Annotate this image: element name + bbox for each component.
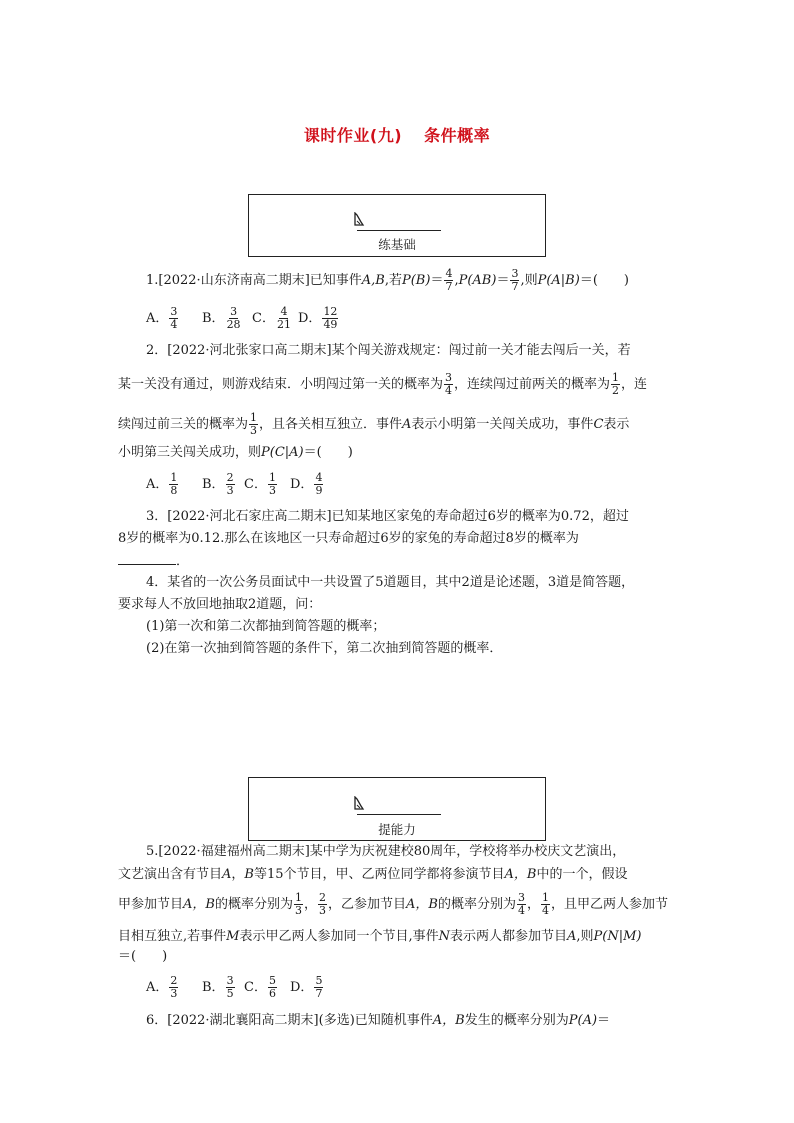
- q3-line-2: 8岁的概率为0.12.那么在该地区一只寿命超过6岁的家兔的寿命超过8岁的概率为: [118, 531, 579, 546]
- q5-frac-4-num: 1: [542, 891, 549, 904]
- q2-frac-2-num: 1: [612, 371, 620, 384]
- q4-line-3: (1)第一次和第二次都抽到简答题的概率；: [146, 619, 386, 634]
- q5-l4-a: 目相互独立,若事件: [118, 929, 227, 944]
- q1-vars: A,B: [361, 273, 385, 288]
- q5-frac-3-num: 3: [517, 891, 525, 904]
- q5-line-1: 5.[2022·福建福州高二期末]某中学为庆祝建校80周年，学校将举办校庆文艺演出，: [146, 844, 626, 859]
- q1-option-b-label: B．: [202, 311, 225, 326]
- section-label: 练基础: [378, 237, 416, 252]
- question-1-options: [146, 306, 339, 331]
- q1-option-a-den: 4: [170, 318, 178, 331]
- q2-option-b[interactable]: [202, 472, 244, 497]
- q5-option-d-frac: [314, 975, 323, 1000]
- q1-option-c[interactable]: [252, 306, 298, 331]
- q1-tail: ,则: [520, 273, 538, 288]
- q2-pca: P(C|A): [261, 445, 304, 460]
- q1-option-a-num: 3: [170, 305, 178, 318]
- q2-var-c: C: [593, 417, 604, 432]
- q5-line-5: ＝( ): [118, 949, 168, 964]
- q2-option-c-den: 3: [268, 484, 276, 497]
- q5-var-a2: A: [566, 929, 577, 944]
- q5-l2-a: 文艺演出含有节目: [118, 867, 223, 882]
- q4-line-4: (2)在第一次抽到简答题的条件下，第二次抽到简答题的概率．: [146, 641, 503, 656]
- q6-l1-c: ＝: [597, 1013, 611, 1028]
- q5-l3-a: 甲参加节目: [118, 897, 184, 912]
- q5-option-c-label: C．: [244, 980, 267, 995]
- q2-option-d-frac: [314, 472, 323, 497]
- title-part2: 条件概率: [424, 126, 491, 145]
- q2-option-a-num: 1: [170, 471, 178, 484]
- q2-l2-a: 某一关没有通过，则游戏结束．小明闯过第一关的概率为: [118, 377, 444, 392]
- q2-option-c-label: C．: [244, 477, 267, 492]
- q5-l4-c: 表示两人都参加节目: [449, 929, 567, 944]
- q2-option-d-num: 4: [315, 471, 323, 484]
- q5-var-m: M: [226, 929, 240, 944]
- q1-option-b-frac: [226, 306, 242, 331]
- q3-line-3: [118, 552, 189, 571]
- q5-option-c-num: 5: [268, 974, 276, 987]
- pencil-icon: [352, 796, 366, 812]
- q1-frac-2: [510, 268, 519, 293]
- q6-var-ab: A，B: [432, 1013, 465, 1028]
- q5-frac-1: [294, 892, 303, 917]
- q5-option-b-den: 5: [226, 987, 234, 1000]
- q2-line-3: [118, 412, 629, 437]
- q1-text-a: 1.[2022·山东济南高二期末]已知事件: [146, 273, 362, 288]
- q5-var-ab3: A，B: [406, 897, 438, 912]
- q1-option-a[interactable]: [146, 306, 202, 331]
- q1-option-b-num: 3: [230, 305, 238, 318]
- q2-option-b-num: 2: [226, 471, 234, 484]
- q2-l2-b: ，连续闯过前两关的概率为: [454, 377, 611, 392]
- q2-frac-3-den: 3: [250, 424, 258, 437]
- q5-var-a: A: [222, 867, 232, 882]
- q1-option-b-den: 28: [226, 318, 241, 331]
- q5-line-4: [118, 928, 641, 946]
- question-1-stem: [146, 268, 629, 293]
- q1-option-a-frac: [169, 306, 178, 331]
- q2-option-b-den: 3: [226, 484, 234, 497]
- q1-frac-1-den: 7: [445, 280, 453, 293]
- q2-l3-b: ，且各关相互独立．事件: [259, 417, 403, 432]
- section-rule: [357, 230, 441, 231]
- question-5-options: [146, 975, 324, 1000]
- q5-option-b-label: B．: [202, 980, 225, 995]
- q5-frac-2-den: 3: [319, 904, 326, 917]
- q1-option-c-frac: [276, 306, 292, 331]
- q2-frac-2-den: 2: [612, 384, 620, 397]
- q2-option-d-den: 9: [315, 484, 323, 497]
- q2-line-4: [118, 444, 353, 462]
- q2-option-a-label: A．: [146, 477, 169, 492]
- q2-option-a-frac: [169, 472, 178, 497]
- q2-frac-1-den: 4: [445, 384, 453, 397]
- q5-option-d[interactable]: [290, 975, 324, 1000]
- q2-option-b-frac: [226, 472, 235, 497]
- q1-option-d[interactable]: [298, 306, 339, 331]
- q1-option-c-label: C．: [252, 311, 275, 326]
- q1-option-a-label: A．: [146, 311, 169, 326]
- q5-l3-e: ，且甲乙两人参加节: [551, 897, 669, 912]
- q5-option-d-num: 5: [315, 974, 323, 987]
- q5-l2-c: 等15个节目，甲、乙两位同学都将参演节目: [253, 867, 505, 882]
- q2-l4-a: 小明第三关闯关成功，则: [118, 445, 262, 460]
- q5-option-a-label: A．: [146, 980, 169, 995]
- q6-line-1: [146, 1012, 610, 1030]
- q5-line-2: [118, 866, 628, 884]
- section-rule: [357, 814, 441, 815]
- q2-l4-b: ＝( ): [303, 445, 353, 460]
- q6-pa: P(A): [568, 1013, 598, 1028]
- q2-option-d[interactable]: [290, 472, 324, 497]
- q1-option-d-frac: [322, 306, 338, 331]
- q3-answer-blank[interactable]: [118, 552, 176, 565]
- q5-var-b: B: [244, 867, 254, 882]
- q4-line-2: 要求每人不放回地抽取2道题，问：: [118, 597, 322, 612]
- q2-option-a[interactable]: [146, 472, 202, 497]
- title-part1: 课时作业(九): [303, 126, 403, 145]
- q3-end: ．: [176, 554, 190, 569]
- q5-option-b-num: 3: [226, 974, 234, 987]
- q1-option-b[interactable]: [202, 306, 252, 331]
- q5-frac-2-num: 2: [319, 891, 326, 904]
- q5-option-a[interactable]: [146, 975, 202, 1000]
- q1-pb: P(B): [401, 273, 431, 288]
- q4-line-1: 4．某省的一次公务员面试中一共设置了5道题目，其中2道是论述题，3道是简答题，: [146, 575, 635, 590]
- q1-frac-2-den: 7: [511, 280, 519, 293]
- q2-var-a: A: [402, 417, 412, 432]
- q5-option-c[interactable]: [244, 975, 290, 1000]
- q1-option-d-num: 12: [323, 305, 338, 318]
- q2-l3-c: 表示小明第一关闯关成功，事件: [411, 417, 594, 432]
- q5-frac-2: [318, 892, 327, 917]
- q5-var-ab2: A，B: [183, 897, 215, 912]
- q1-option-c-den: 21: [276, 318, 291, 331]
- q5-option-c-den: 6: [268, 987, 276, 1000]
- q2-line-1: 2．[2022·河北张家口高二期末]某个闯关游戏规定：闯过前一关才能去闯后一关，若: [146, 343, 631, 358]
- q1-option-c-num: 4: [280, 305, 288, 318]
- q1-text-b: ,若: [384, 273, 402, 288]
- q2-l2-c: ，连: [621, 377, 648, 392]
- q2-option-c-frac: [268, 472, 277, 497]
- question-2-options: [146, 472, 324, 497]
- q5-frac-4: [541, 892, 550, 917]
- q1-end: ＝( ): [579, 273, 629, 288]
- q5-l3-c: ，乙参加节目: [328, 897, 407, 912]
- q1-eq-2: ＝: [496, 273, 510, 288]
- section-header-advanced: [248, 777, 546, 841]
- q5-var-ab: A，B: [504, 867, 537, 882]
- q1-frac-2-num: 3: [511, 267, 519, 280]
- q2-option-d-label: D．: [290, 477, 314, 492]
- q2-frac-1-num: 3: [445, 371, 453, 384]
- q2-l3-a: 续闯过前三关的概率为: [118, 417, 249, 432]
- q5-l4-d: ,则: [576, 929, 594, 944]
- q1-eq: ＝: [430, 273, 444, 288]
- q5-l3-d: 的概率分别为: [437, 897, 516, 912]
- q5-frac-1-den: 3: [294, 904, 302, 917]
- q1-sep: ,: [454, 273, 459, 288]
- q2-option-c-num: 1: [268, 471, 276, 484]
- q1-pab: P(AB): [458, 273, 497, 288]
- q5-l3-b: 的概率分别为: [214, 897, 293, 912]
- q1-frac-1: [444, 268, 453, 293]
- page-title: [0, 123, 794, 146]
- q5-comma-2: ，: [526, 897, 540, 912]
- q5-option-a-num: 2: [170, 974, 178, 987]
- q5-l2-b: ，: [231, 867, 245, 882]
- q1-option-d-den: 49: [323, 318, 338, 331]
- q5-option-b-frac: [226, 975, 235, 1000]
- q5-line-3: [118, 892, 668, 917]
- q5-frac-1-num: 1: [294, 891, 302, 904]
- q5-option-a-den: 3: [170, 987, 178, 1000]
- q5-pnm: P(N|M): [593, 929, 642, 944]
- q5-option-b[interactable]: [202, 975, 244, 1000]
- q2-frac-1: [444, 372, 453, 397]
- q5-frac-3-den: 4: [517, 904, 525, 917]
- q2-option-c[interactable]: [244, 472, 290, 497]
- q1-frac-1-num: 4: [445, 267, 453, 280]
- q2-option-b-label: B．: [202, 477, 225, 492]
- q2-line-2: [118, 372, 647, 397]
- q5-frac-3: [517, 892, 526, 917]
- q5-option-c-frac: [268, 975, 277, 1000]
- q5-var-n: N: [438, 929, 450, 944]
- section-label: 提能力: [378, 822, 416, 837]
- q5-frac-4-den: 4: [542, 904, 549, 917]
- q2-l3-d: 表示: [603, 417, 630, 432]
- q6-l1-a: 6．[2022·湖北襄阳高二期末](多选)已知随机事件: [146, 1013, 433, 1028]
- q1-option-d-label: D．: [298, 311, 322, 326]
- q5-l2-d: 中的一个，假设: [536, 867, 628, 882]
- q5-comma-1: ，: [303, 897, 317, 912]
- q2-frac-3-num: 1: [250, 411, 258, 424]
- q5-option-a-frac: [169, 975, 178, 1000]
- q1-pab-cond: P(A|B): [537, 273, 580, 288]
- q5-l4-b: 表示甲乙两人参加同一个节目,事件: [239, 929, 439, 944]
- section-header-basic: [248, 194, 546, 257]
- q3-line-1: 3．[2022·河北石家庄高二期末]已知某地区家兔的寿命超过6岁的概率为0.72，超过: [146, 509, 629, 524]
- q2-frac-3: [249, 412, 258, 437]
- pencil-icon: [352, 212, 366, 228]
- q5-option-d-label: D．: [290, 980, 314, 995]
- q5-option-d-den: 7: [315, 987, 323, 1000]
- q2-frac-2: [611, 372, 620, 397]
- q6-l1-b: 发生的概率分别为: [464, 1013, 569, 1028]
- q2-option-a-den: 8: [170, 484, 178, 497]
